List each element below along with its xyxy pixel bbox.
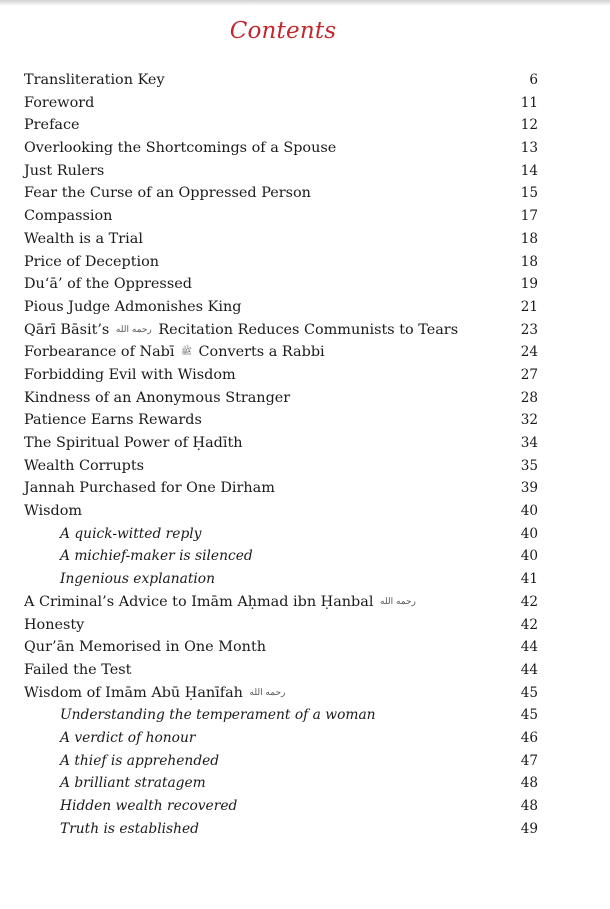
toc-entry-title-text: A brilliant stratagem xyxy=(60,775,206,792)
toc-page-number: 47 xyxy=(520,752,538,769)
toc-page-number: 17 xyxy=(520,208,538,225)
toc-entry[interactable] xyxy=(24,160,538,183)
toc-subentry[interactable] xyxy=(24,795,538,818)
toc-entry[interactable] xyxy=(24,682,538,705)
toc-page-number: 44 xyxy=(520,661,538,678)
toc-entry[interactable] xyxy=(24,387,538,410)
toc-subentry[interactable] xyxy=(24,523,538,546)
toc-entry-title xyxy=(24,727,195,750)
toc-entry[interactable] xyxy=(24,432,538,455)
toc-entry-title xyxy=(24,545,253,568)
toc-page-number: 15 xyxy=(520,185,538,202)
toc-entry-title xyxy=(24,92,94,115)
toc-entry-title xyxy=(24,251,159,274)
toc-page-number: 42 xyxy=(520,616,538,633)
toc-page-number: 34 xyxy=(520,435,538,451)
toc-entry-title xyxy=(24,682,287,705)
toc-page-number: 35 xyxy=(520,457,538,474)
toc-entry-title xyxy=(24,228,143,251)
toc-entry-title xyxy=(24,500,82,523)
toc-entry-title-text: A thief is apprehended xyxy=(60,752,220,769)
toc-entry-title-text: Just Rulers xyxy=(24,162,105,179)
toc-entry-title xyxy=(24,205,112,228)
toc-entry[interactable] xyxy=(24,182,538,205)
toc-page-number: 45 xyxy=(520,684,538,701)
toc-entry-title xyxy=(24,704,376,727)
toc-entry-title-text: Ingenious explanation xyxy=(60,571,215,588)
toc-entry-title xyxy=(24,818,199,841)
toc-entry-title-text: A verdict of honour xyxy=(60,729,196,746)
toc-page-number: 39 xyxy=(520,480,538,497)
toc-page-number: 40 xyxy=(520,548,538,565)
toc-entry-title-text: Kindness of an Anonymous Stranger xyxy=(24,389,291,406)
page-title: Contents xyxy=(229,18,337,44)
toc-page-number: 45 xyxy=(520,707,538,724)
toc-entry[interactable] xyxy=(24,296,538,319)
toc-page-number: 13 xyxy=(520,140,538,157)
toc-entry-title xyxy=(24,364,236,387)
toc-entry-title xyxy=(24,182,311,205)
toc-entry-title-text: Pious Judge Admonishes King xyxy=(24,298,242,315)
toc-subentry[interactable] xyxy=(24,727,538,750)
toc-page-number: 12 xyxy=(520,117,538,134)
toc-entry-title-text: Transliteration Key xyxy=(24,72,165,88)
toc-entry[interactable] xyxy=(24,319,538,342)
toc-page-number: 44 xyxy=(520,639,538,656)
toc-entry-title-text: A michief-maker is silenced xyxy=(60,548,253,565)
toc-page-number: 41 xyxy=(520,571,538,588)
toc-entry-title xyxy=(24,387,290,410)
table-of-contents xyxy=(24,69,538,840)
toc-entry-title-text: Honesty xyxy=(24,616,85,633)
toc-entry-title-text: The Spiritual Power of Ḥadīth xyxy=(24,435,243,451)
toc-entry[interactable] xyxy=(24,614,538,637)
toc-entry-title-text-after: Recitation Reduces Communists to Tears xyxy=(158,321,459,338)
toc-entry-title-text: A Criminal’s Advice to Imām Aḥmad ibn Ḥanbal xyxy=(24,593,374,610)
toc-entry-title xyxy=(24,114,80,137)
toc-entry-title-text: Understanding the temperament of a woman xyxy=(60,707,376,724)
toc-entry-title-text: Forbearance of Nabī xyxy=(24,344,175,361)
toc-entry-title-text: Foreword xyxy=(24,94,95,111)
toc-entry-title-text: Wealth Corrupts xyxy=(24,457,145,474)
toc-entry-title-text: Qārī Bāsit’s xyxy=(24,321,110,338)
toc-entry-title xyxy=(24,296,241,319)
toc-entry-title xyxy=(24,750,219,773)
toc-entry[interactable] xyxy=(24,273,538,296)
toc-entry-title-text: Truth is established xyxy=(60,820,200,837)
toc-entry[interactable] xyxy=(24,228,538,251)
toc-page-number: 6 xyxy=(529,72,538,88)
toc-entry-title-text: Wisdom xyxy=(24,503,83,520)
toc-page-number: 48 xyxy=(520,798,538,814)
toc-entry-title xyxy=(24,614,84,637)
toc-entry[interactable] xyxy=(24,341,538,364)
toc-entry-title-text: Fear the Curse of an Oppressed Person xyxy=(24,185,311,202)
honorific-icon: رحمه الله xyxy=(380,596,416,607)
toc-page-number: 11 xyxy=(520,94,538,111)
toc-entry-title-text: Wisdom of Imām Abū Ḥanīfah xyxy=(24,684,243,701)
toc-entry[interactable] xyxy=(24,500,538,523)
toc-page-number: 49 xyxy=(520,820,538,837)
toc-subentry[interactable] xyxy=(24,568,538,591)
toc-entry-title-text: Price of Deception xyxy=(24,253,160,270)
toc-entry-title xyxy=(24,137,336,160)
toc-entry-title xyxy=(24,319,458,342)
toc-page-number: 14 xyxy=(520,162,538,179)
toc-page-number: 46 xyxy=(520,729,538,746)
toc-entry-title-text: A quick-witted reply xyxy=(60,525,202,542)
toc-entry-title-text: Overlooking the Shortcomings of a Spouse xyxy=(24,140,337,157)
toc-entry-title-text: Forbidding Evil with Wisdom xyxy=(24,366,236,383)
toc-entry-title xyxy=(24,160,104,183)
toc-entry[interactable] xyxy=(24,455,538,478)
toc-subentry[interactable] xyxy=(24,750,538,773)
toc-page-number: 40 xyxy=(520,525,538,542)
toc-subentry[interactable] xyxy=(24,545,538,568)
toc-entry-title-text: Du‘ā’ of the Oppressed xyxy=(24,276,192,293)
toc-entry[interactable] xyxy=(24,137,538,160)
toc-entry-title xyxy=(24,795,237,818)
toc-entry[interactable] xyxy=(24,591,538,614)
toc-entry-title xyxy=(24,69,165,92)
toc-entry-title-text-after: Converts a Rabbi xyxy=(198,344,325,361)
toc-entry-title xyxy=(24,273,192,296)
toc-entry[interactable] xyxy=(24,636,538,659)
toc-page-number: 24 xyxy=(520,344,538,361)
toc-entry-title-text: Preface xyxy=(24,117,80,134)
toc-entry-title xyxy=(24,432,243,455)
toc-page-number: 19 xyxy=(520,276,538,293)
toc-entry-title xyxy=(24,341,325,364)
toc-entry[interactable] xyxy=(24,251,538,274)
honorific-icon: رحمه الله xyxy=(115,324,152,335)
toc-entry-title xyxy=(24,568,215,591)
toc-subentry[interactable] xyxy=(24,818,538,841)
toc-entry[interactable] xyxy=(24,659,538,682)
toc-entry[interactable] xyxy=(24,364,538,387)
toc-entry-title xyxy=(24,636,266,659)
toc-entry-title-text: Compassion xyxy=(24,208,113,225)
toc-entry-title-text: Failed the Test xyxy=(24,661,132,678)
toc-entry-title xyxy=(24,455,144,478)
toc-page-number: 18 xyxy=(520,253,538,270)
toc-entry-title-text: Wealth is a Trial xyxy=(24,230,143,247)
toc-entry-title xyxy=(24,659,131,682)
toc-entry[interactable] xyxy=(24,69,538,92)
toc-page-number: 18 xyxy=(520,230,538,247)
toc-entry-title xyxy=(24,477,275,500)
toc-page-number: 32 xyxy=(520,412,538,429)
toc-page-number: 27 xyxy=(520,366,538,383)
toc-entry[interactable] xyxy=(24,477,538,500)
toc-entry[interactable] xyxy=(24,205,538,228)
toc-page-number: 48 xyxy=(520,775,538,792)
toc-page-number: 23 xyxy=(520,321,538,338)
toc-page-number: 42 xyxy=(520,593,538,610)
toc-entry[interactable] xyxy=(24,114,538,137)
toc-entry-title xyxy=(24,523,201,546)
toc-entry-title xyxy=(24,772,206,795)
toc-entry-title-text: Jannah Purchased for One Dirham xyxy=(24,480,275,497)
toc-entry[interactable] xyxy=(24,409,538,432)
toc-subentry[interactable] xyxy=(24,704,538,727)
toc-subentry[interactable] xyxy=(24,772,538,795)
honorific-icon: ﷺ xyxy=(181,347,192,358)
toc-entry-title-text: Patience Earns Rewards xyxy=(24,412,202,429)
toc-entry-title xyxy=(24,409,202,432)
honorific-icon: رحمه الله xyxy=(249,687,286,698)
toc-page-number: 21 xyxy=(520,298,538,315)
toc-entry[interactable] xyxy=(24,92,538,115)
toc-entry-title-text: Hidden wealth recovered xyxy=(60,798,238,814)
toc-entry-title-text: Qur’ān Memorised in One Month xyxy=(24,639,266,656)
toc-page-number: 28 xyxy=(520,389,538,406)
page-edge-shadow xyxy=(0,0,610,6)
toc-entry-title xyxy=(24,591,418,614)
toc-page-number: 40 xyxy=(520,503,538,520)
